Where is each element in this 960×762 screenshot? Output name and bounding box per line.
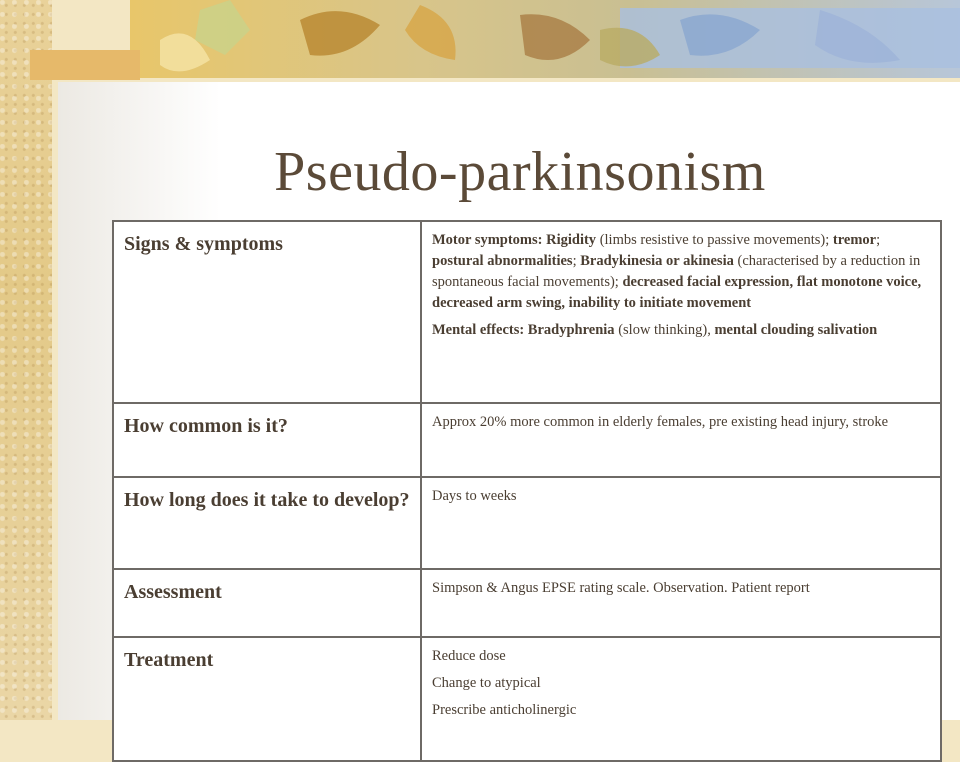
treatment-line: Prescribe anticholinergic	[432, 702, 577, 719]
row-label: How long does it take to develop?	[113, 477, 421, 569]
text-run: ;	[572, 253, 581, 270]
text-run: (characterised by a reduction in spontaneous facial movements);	[432, 253, 921, 291]
treatment-line: Reduce dose	[432, 648, 506, 664]
row-label: Treatment	[113, 637, 421, 761]
row-label: Assessment	[113, 569, 421, 637]
row-description: Days to weeks	[421, 477, 941, 569]
row-description	[421, 221, 941, 403]
info-table	[112, 220, 942, 762]
text-run: Bradykinesia or akinesia	[580, 253, 734, 270]
table-row	[113, 403, 941, 477]
row-description: Approx 20% more common in elderly females, pre existing head injury, stroke	[421, 403, 941, 477]
motor-symptoms-text	[432, 230, 930, 314]
table-row	[113, 637, 941, 761]
row-label: Signs & symptoms	[113, 221, 421, 403]
table-row	[113, 569, 941, 637]
table-row	[113, 477, 941, 569]
mental-effects-text	[432, 320, 930, 341]
text-run: decreased facial expression, flat monotone voice, decreased arm swing, inability to initiate movement	[432, 274, 922, 312]
text-run: (slow thinking),	[614, 322, 715, 339]
row-label: How common is it?	[113, 403, 421, 477]
text-run: ;	[876, 232, 881, 248]
text-run: tremor	[832, 232, 877, 248]
text-run: postural abnormalities	[432, 253, 573, 270]
text-run: (limbs resistive to passive movements);	[596, 232, 833, 248]
text-run: Mental effects: Bradyphrenia	[432, 322, 615, 339]
page-title: Pseudo-parkinsonism	[274, 141, 766, 203]
text-run: Motor symptoms: Rigidity	[432, 232, 597, 248]
text-run: mental clouding salivation	[714, 322, 878, 339]
row-description	[421, 637, 941, 761]
treatment-line: Change to atypical	[432, 675, 541, 692]
decorative-side-strip	[0, 0, 52, 720]
table-row	[113, 221, 941, 403]
row-description: Simpson & Angus EPSE rating scale. Observation. Patient report	[421, 569, 941, 637]
